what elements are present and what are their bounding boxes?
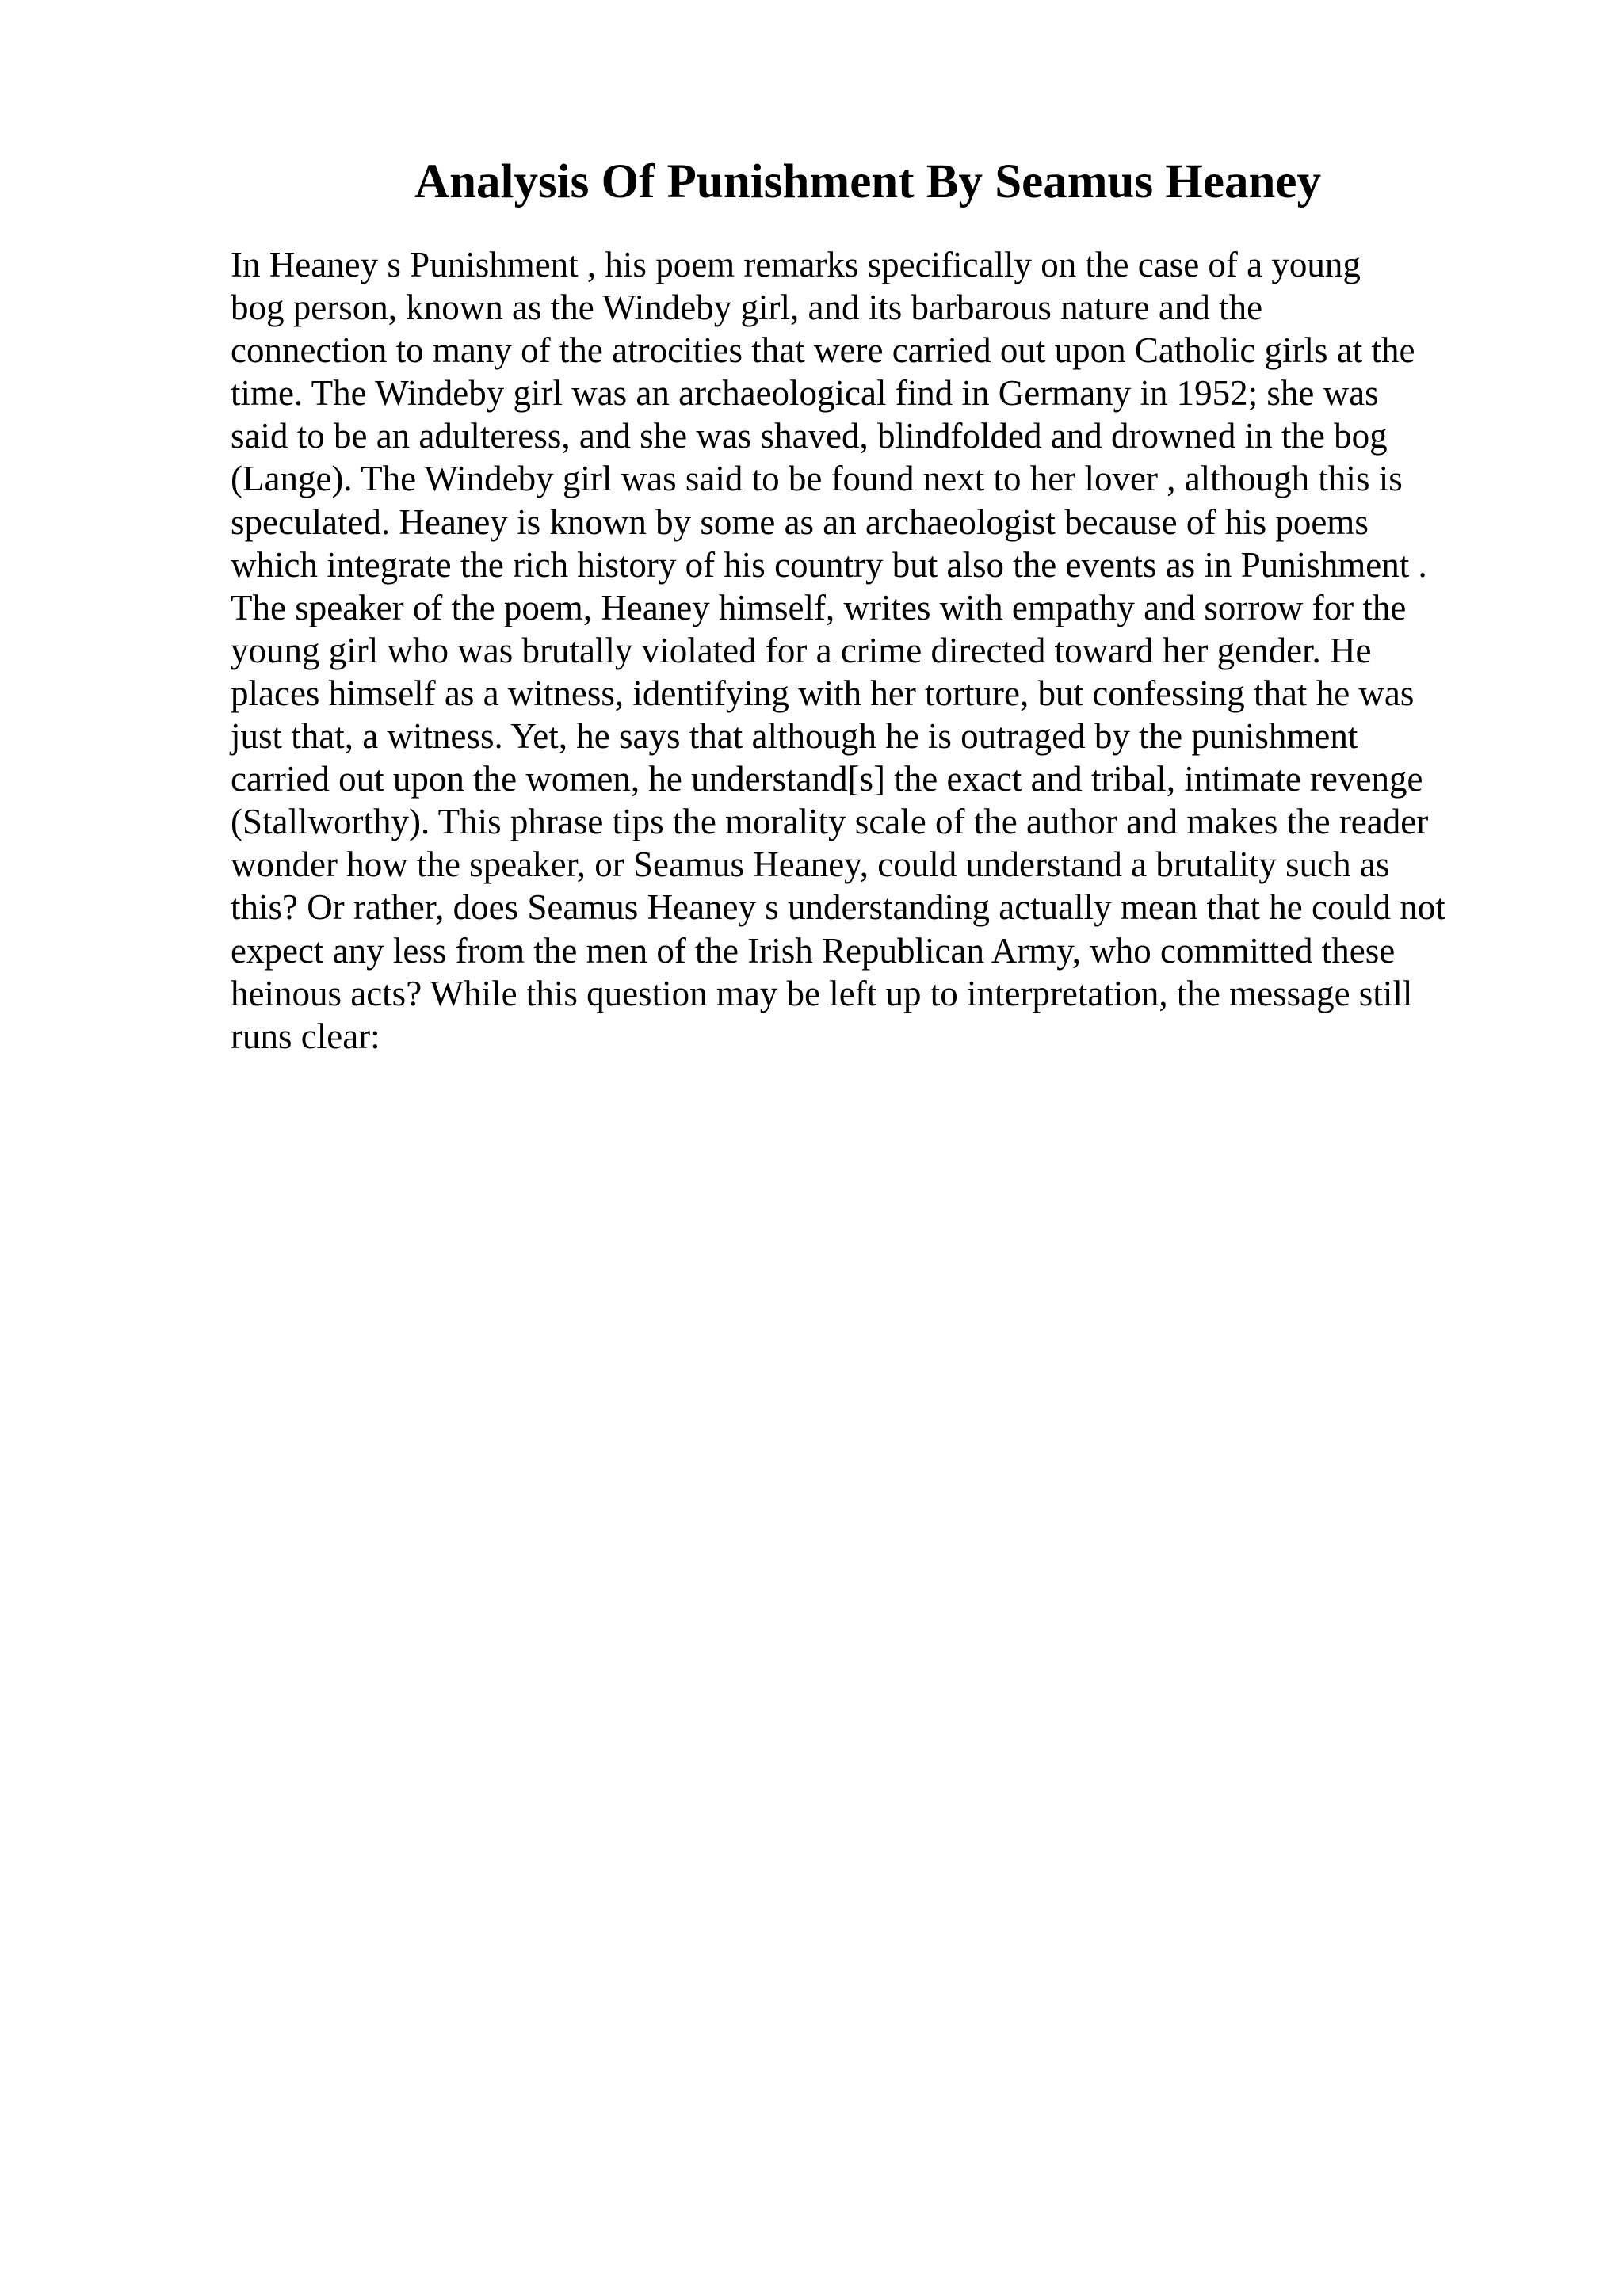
text-line: wonder how the speaker, or Seamus Heaney, could understand a brutality such as	[231, 845, 1390, 885]
text-line: this? Or rather, does Seamus Heaney s understanding actually mean that he could not	[231, 887, 1445, 928]
text-line: heinous acts? While this question may be left up to interpretation, the message still	[231, 973, 1413, 1013]
text-line: speculated. Heaney is known by some as an archaeologist because of his poems	[231, 502, 1369, 542]
text-line: runs clear:	[231, 1016, 380, 1056]
text-line: (Stallworthy). This phrase tips the morality scale of the author and makes the reader	[231, 802, 1429, 842]
text-line: (Lange). The Windeby girl was said to be found next to her lover , although this is	[231, 459, 1403, 499]
text-line: The speaker of the poem, Heaney himself, writes with empathy and sorrow for the	[231, 587, 1407, 627]
text-line: carried out upon the women, he understand[s] the exact and tribal, intimate revenge	[231, 759, 1423, 799]
text-line: said to be an adulteress, and she was shaved, blindfolded and drowned in the bog	[231, 416, 1388, 456]
body-paragraph	[231, 243, 1514, 1058]
text-line: In Heaney s Punishment , his poem remarks specifically on the case of a young	[231, 245, 1361, 284]
text-line: young girl who was brutally violated for a crime directed toward her gender. He	[231, 630, 1372, 670]
text-line: time. The Windeby girl was an archaeological find in Germany in 1952; she was	[231, 373, 1379, 414]
text-line: just that, a witness. Yet, he says that although he is outraged by the punishment	[231, 716, 1358, 757]
text-line: which integrate the rich history of his country but also the events as in Punishment .	[231, 544, 1427, 585]
document-title: Analysis Of Punishment By Seamus Heaney	[414, 155, 1321, 208]
text-line: places himself as a witness, identifying with her torture, but confessing that he was	[231, 673, 1415, 713]
text-line: bog person, known as the Windeby girl, and its barbarous nature and the	[231, 288, 1263, 328]
text-line: connection to many of the atrocities that were carried out upon Catholic girls at the	[231, 330, 1415, 371]
text-line: expect any less from the men of the Irish Republican Army, who committed these	[231, 930, 1396, 971]
